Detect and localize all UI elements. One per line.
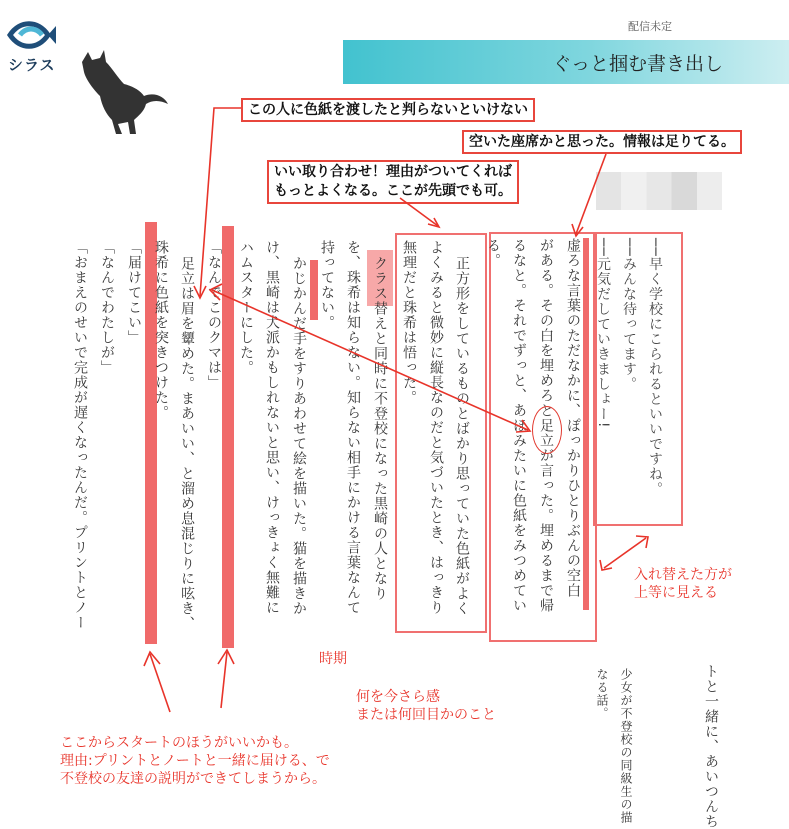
manuscript-line: 「届けてこい」 [126,240,142,345]
manuscript-line: かじかんだ手をすりあわせて絵を描いた。猫を描きか [291,256,307,616]
note-swap-line2: 上等に見える [634,585,718,601]
arrow-swap [604,538,646,568]
circle-adachi [532,406,562,454]
manuscript-line: を、珠希は知らない。知らない相手にかける言葉なんて [345,240,361,615]
synopsis-line: なる話。 [595,668,609,720]
cat-silhouette-icon [74,50,170,136]
callout-handover: この人に色紙を渡したと判らないといけない [241,98,535,122]
arrow-swap-head-a [600,560,612,570]
manuscript-line: クラス替えと同時に不登校になった黒崎の人となり [372,256,388,601]
callout-pairing-line2: もっとよくなる。ここが先頭でも可。 [274,183,512,199]
blurred-area [596,172,722,210]
shirasu-logo [6,18,68,76]
manuscript-line: 「おまえのせいで完成が遅くなったんだ。プリントとノー [72,240,88,630]
manuscript-line: る。 [485,238,501,268]
page-title: ぐっと掴む書き出し [552,53,723,75]
note-swap-line1: 入れ替えた方が [634,567,732,583]
note-start-line3: 不登校の友達の説明ができてしまうから。 [60,771,326,787]
manuscript-line: 足立は眉を顰めた。まあいい、と溜め息混じりに呟き、 [179,256,195,631]
arrow-handover-head [194,286,206,298]
title-banner [343,40,789,84]
manuscript-line: ハムスターにした。 [238,240,254,375]
arrow-start-right [221,652,227,708]
arrow-start-left [150,654,170,712]
manuscript-line: ──元気だしていきましょー! [595,238,611,429]
manuscript-line: ──早く学校にこられるといいですね。 [647,238,663,497]
note-period: 時期 [319,651,347,667]
delivery-status: 配信未定 [628,20,672,33]
note-start-line2: 理由:プリントとノートと一緒に届ける、で [60,753,330,769]
manuscript-line: 珠希に色紙を突きつけた。 [153,240,169,420]
manuscript-line: 「なんでわたしが」 [99,240,115,375]
manuscript-line: 無理だと珠希は悟った。 [401,240,417,405]
manuscript-line: がある。その白を埋めろと足立が言った。埋めるまで帰 [538,238,554,613]
note-start-line1: ここからスタートのほうがいいかも。 [60,735,298,751]
note-start [60,734,330,788]
manuscript-line: ──みんな待ってます。 [621,238,637,392]
note-ask-line2: または何回目かのこと [356,707,496,723]
manuscript-line: け、黒崎は犬派かもしれないと思い、けっきょく無難に [264,240,280,615]
synopsis-line: トと一緒に、あいつんち [703,664,719,829]
manuscript-line: 虚ろな言葉のただなかに、ぽっかりひとりぶんの空白 [565,238,581,598]
arrow-pairing-head [428,218,439,227]
manuscript-line: よくみると微妙に縦長なのだと気づいたとき、はっきり [428,240,444,615]
arrow-swap-head-b [636,536,648,548]
manuscript-line: 持ってない。 [319,240,335,330]
arrow-start-right-head [218,650,234,664]
callout-pairing [267,160,519,204]
fish-logo-icon [6,18,56,52]
highlight-bar-small [310,260,318,320]
manuscript-line: 「なんでこのクマは」 [206,240,222,390]
callout-seat: 空いた座席かと思った。情報は足りてる。 [462,130,742,154]
brand-name: シラス [8,56,56,74]
note-ask-line1: 何を今さら感 [356,689,440,705]
arrow-start-left-head [144,652,160,666]
manuscript-line: 正方形をしているものとばかり思っていた色紙がよく [454,256,470,616]
manuscript-line: るなと。それでずっと、あほみたいに色紙をみつめてい [511,238,527,613]
callout-pairing-line1: いい取り合わせ！理由がついてくれば [274,164,512,180]
note-swap [634,566,732,602]
note-ask [356,688,496,724]
synopsis-line: 少女が不登校の同級生の描 [619,668,633,824]
highlight-bar-adachi [222,226,234,648]
